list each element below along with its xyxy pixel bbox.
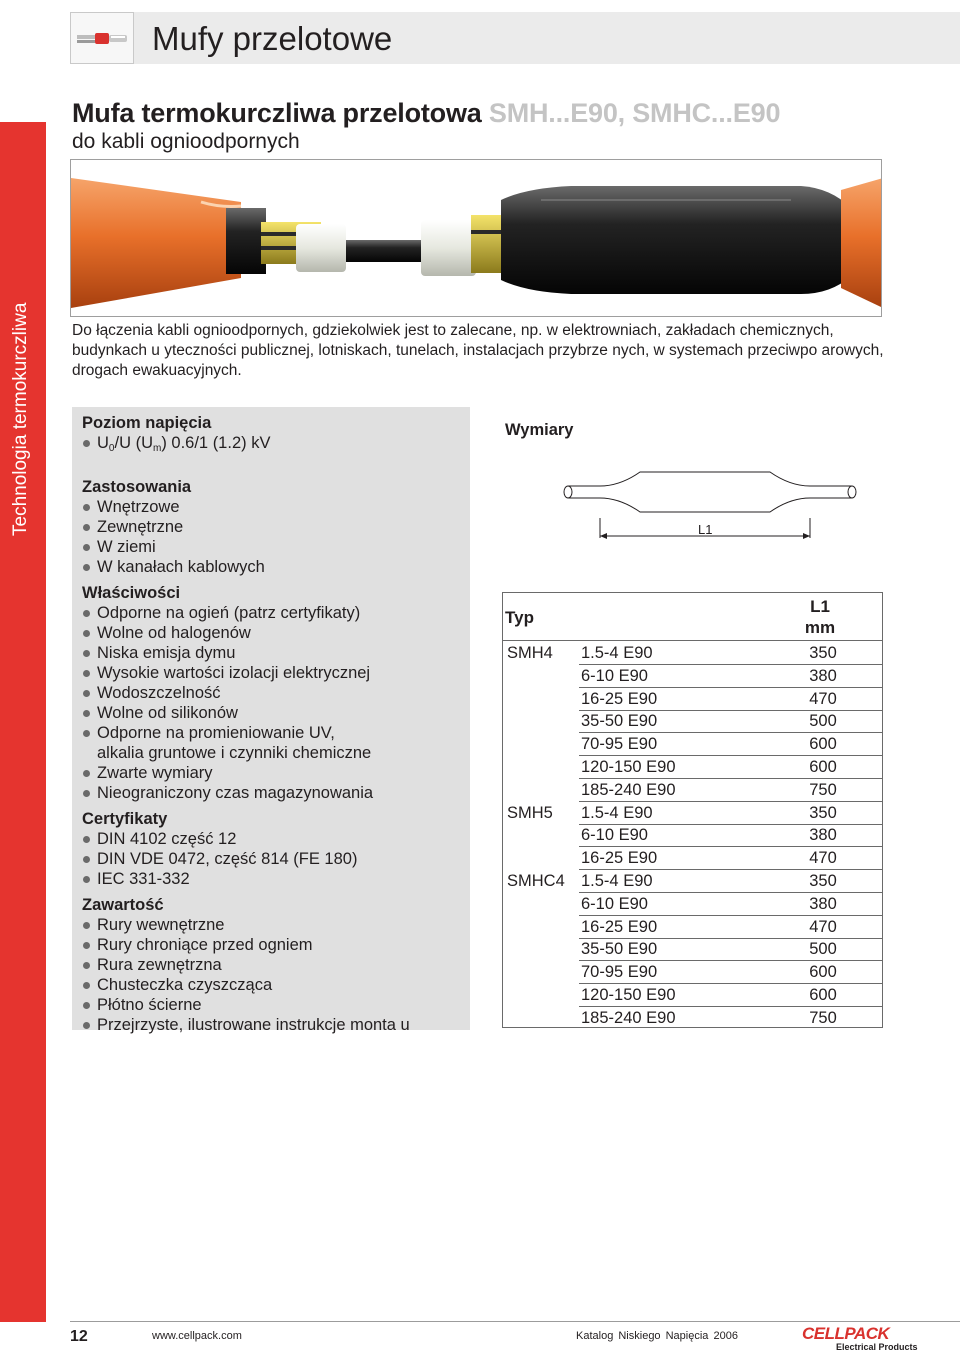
list-item-text: DIN VDE 0472, część 814 (FE 180) — [97, 850, 358, 868]
table-cell-l1: 500 — [809, 940, 837, 959]
table-cell-size: 1.5-4 E90 — [581, 644, 653, 662]
table-cell-size: 6-10 E90 — [581, 826, 648, 845]
applications-heading: Zastosowania — [82, 478, 192, 496]
bullet-icon — [83, 650, 90, 657]
list-item-text: W kanałach kablowych — [97, 558, 265, 576]
table-cell-l1: 600 — [809, 963, 837, 982]
table-row — [503, 938, 883, 961]
table-cell-typ: SMH5 — [507, 803, 553, 822]
table-cell-l1: 750 — [809, 1008, 837, 1027]
list-item-continuation — [82, 743, 472, 763]
list-item — [82, 955, 472, 975]
list-item-text: Rury chroniące przed ogniem — [97, 936, 313, 954]
bullet-icon — [83, 942, 90, 949]
table-header-l1 — [770, 596, 870, 638]
bullet-icon — [83, 730, 90, 737]
list-item — [82, 915, 472, 935]
bullet-icon — [83, 982, 90, 989]
table-cell-size: 16-25 E90 — [581, 917, 658, 936]
list-item-text: Wodoszczelność — [97, 684, 221, 702]
list-item-text: W ziemi — [97, 538, 156, 556]
brand-tagline: Electrical Products — [836, 1342, 918, 1352]
bullet-icon — [83, 690, 90, 697]
list-item-text: IEC 331-332 — [97, 870, 190, 888]
dimension-label: L1 — [698, 522, 713, 537]
list-item — [82, 869, 472, 889]
table-row — [503, 756, 883, 779]
table-row — [503, 824, 883, 847]
list-item-text: Niska emisja dymu — [97, 644, 236, 662]
table-header-l1-unit: mm — [804, 618, 836, 637]
product-photo — [70, 159, 882, 317]
list-item — [82, 995, 472, 1015]
dimensions-heading: Wymiary — [505, 421, 574, 439]
table-cell-l1: 350 — [809, 644, 837, 662]
table-cell-size: 185-240 E90 — [581, 780, 676, 799]
voltage-heading: Poziom napięcia — [82, 414, 212, 432]
bullet-icon — [83, 670, 90, 677]
list-item-text: Nieograniczony czas magazynowania — [97, 784, 374, 802]
table-cell-l1: 350 — [809, 872, 837, 890]
bullet-icon — [83, 544, 90, 551]
bullet-icon — [83, 504, 90, 511]
voltage-value: ) 0.6/1 (1.2) kV — [161, 434, 271, 452]
list-item — [82, 663, 472, 683]
bullet-icon — [83, 876, 90, 883]
table-cell-size: 1.5-4 E90 — [581, 872, 653, 890]
bullet-icon — [83, 962, 90, 969]
certificates-heading: Certyfikaty — [82, 810, 168, 828]
list-item — [82, 829, 472, 849]
bullet-icon — [83, 610, 90, 617]
footer-catalog: Katalog Niskiego Napięcia 2006 — [576, 1330, 738, 1342]
table-row — [503, 802, 883, 825]
list-item — [82, 975, 472, 995]
table-cell-l1: 750 — [809, 780, 837, 799]
table-row — [503, 710, 883, 733]
bullet-icon — [83, 564, 90, 571]
contents-heading: Zawartość — [82, 896, 164, 914]
table-row — [503, 961, 883, 984]
list-item — [82, 849, 472, 869]
table-header-rule — [503, 640, 883, 641]
voltage-u-mid: /U (U — [114, 434, 153, 452]
brand-logo: CELLPACK — [802, 1324, 890, 1343]
bullet-icon — [83, 440, 90, 447]
list-item — [82, 763, 472, 783]
properties-heading: Właściwości — [82, 584, 181, 602]
table-cell-l1: 600 — [809, 986, 837, 1004]
table-cell-l1: 380 — [809, 666, 837, 685]
list-item-text: Wolne od silikonów — [97, 704, 238, 722]
table-cell-size: 16-25 E90 — [581, 689, 658, 708]
list-item-text: Odporne na ogień (patrz certyfikaty) — [97, 604, 361, 622]
table-row — [503, 870, 883, 893]
table-cell-size: 16-25 E90 — [581, 849, 658, 868]
table-row — [503, 1007, 883, 1030]
list-item-text: Wnętrzowe — [97, 498, 180, 516]
table-cell-size: 120-150 E90 — [581, 986, 676, 1004]
list-item-text: DIN 4102 część 12 — [97, 830, 237, 848]
list-item-text: alkalia gruntowe i czynniki chemiczne — [97, 744, 372, 762]
table-row — [503, 779, 883, 802]
list-item — [82, 557, 472, 577]
list-item-text: Rury wewnętrzne — [97, 916, 225, 934]
bullet-icon — [83, 922, 90, 929]
table-cell-l1: 600 — [809, 758, 837, 776]
bullet-icon — [83, 630, 90, 637]
table-cell-l1: 500 — [809, 712, 837, 731]
list-item — [82, 643, 472, 663]
product-subtitle: do kabli ognioodpornych — [72, 130, 300, 153]
footer-url: www.cellpack.com — [152, 1330, 242, 1342]
bullet-icon — [83, 524, 90, 531]
list-item-text: Płótno ścierne — [97, 996, 202, 1014]
table-cell-l1: 470 — [809, 849, 837, 868]
table-cell-size: 70-95 E90 — [581, 735, 658, 754]
cable-joint-illustration — [71, 160, 882, 317]
bullet-icon — [83, 856, 90, 863]
list-item — [82, 623, 472, 643]
table-cell-l1: 600 — [809, 735, 837, 754]
voltage-item — [82, 433, 472, 459]
table-cell-size: 120-150 E90 — [581, 758, 676, 776]
intro-text: Do łączenia kabli ognioodpornych, gdziekolwiek jest to zalecane, np. w elektrowniach, zakładach chemicznych, budynkach u yteczności publicznej, lotniskach, tunelach, instalacjach przybrze nych, w systemach przeciwpo arowych, drogach ewakuacyjnych. — [72, 322, 884, 379]
table-cell-size: 6-10 E90 — [581, 666, 648, 685]
side-label-text: Technologia termokurczliwa — [10, 302, 31, 536]
list-item — [82, 497, 472, 517]
table-row — [503, 916, 883, 939]
table-cell-l1: 380 — [809, 894, 837, 913]
header-logo-box — [70, 12, 134, 64]
list-item — [82, 723, 472, 743]
list-item-text: Zewnętrzne — [97, 518, 184, 536]
footer-rule — [70, 1321, 960, 1322]
list-item — [82, 1015, 472, 1035]
table-cell-l1: 380 — [809, 826, 837, 845]
table-row — [503, 893, 883, 916]
table-cell-l1: 350 — [809, 803, 837, 822]
page-number: 12 — [70, 1328, 88, 1345]
voltage-u-sub: 0 — [108, 443, 115, 454]
table-row — [503, 688, 883, 711]
table-row — [503, 847, 883, 870]
table-cell-l1: 470 — [809, 917, 837, 936]
page-title: Mufy przelotowe — [152, 20, 393, 57]
product-title-main: Mufa termokurczliwa przelotowa — [72, 98, 482, 128]
list-item — [82, 537, 472, 557]
product-title — [72, 98, 780, 129]
list-item-text: Przejrzyste, ilustrowane instrukcje monta u — [97, 1016, 410, 1034]
table-cell-typ: SMHC4 — [507, 872, 565, 890]
table-row — [503, 733, 883, 756]
table-header-l1-label: L1 — [810, 597, 830, 616]
voltage-um-sub: m — [152, 443, 162, 454]
table-header-typ: Typ — [505, 608, 534, 627]
list-item-text: Odporne na promieniowanie UV, — [97, 724, 335, 742]
bullet-icon — [83, 836, 90, 843]
bullet-icon — [83, 790, 90, 797]
table-cell-size: 70-95 E90 — [581, 963, 658, 982]
table-cell-l1: 470 — [809, 689, 837, 708]
list-item-text: Wolne od halogenów — [97, 624, 251, 642]
table-row — [503, 984, 883, 1007]
list-item — [82, 603, 472, 623]
list-item — [82, 517, 472, 537]
cable-icon — [71, 13, 135, 65]
table-cell-size: 35-50 E90 — [581, 712, 658, 731]
voltage-u: U — [97, 434, 109, 452]
list-item-text: Zwarte wymiary — [97, 764, 213, 782]
list-item-text: Wysokie wartości izolacji elektrycznej — [97, 664, 371, 682]
list-item — [82, 935, 472, 955]
bullet-icon — [83, 770, 90, 777]
table-row — [503, 665, 883, 688]
list-item-text: Chusteczka czyszcząca — [97, 976, 273, 994]
bullet-icon — [83, 1002, 90, 1009]
list-item — [82, 783, 472, 803]
table-cell-size: 6-10 E90 — [581, 894, 648, 913]
list-item — [82, 703, 472, 723]
list-item — [82, 683, 472, 703]
feature-panel-content — [82, 413, 472, 1035]
table-cell-typ: SMH4 — [507, 644, 553, 662]
list-item-text: Rura zewnętrzna — [97, 956, 222, 974]
table-cell-size: 35-50 E90 — [581, 940, 658, 959]
bullet-icon — [83, 710, 90, 717]
table-row — [503, 642, 883, 665]
bullet-icon — [83, 1022, 90, 1029]
product-variants: SMH...E90, SMHC...E90 — [488, 98, 781, 128]
table-cell-size: 1.5-4 E90 — [581, 803, 653, 822]
table-cell-size: 185-240 E90 — [581, 1008, 676, 1027]
